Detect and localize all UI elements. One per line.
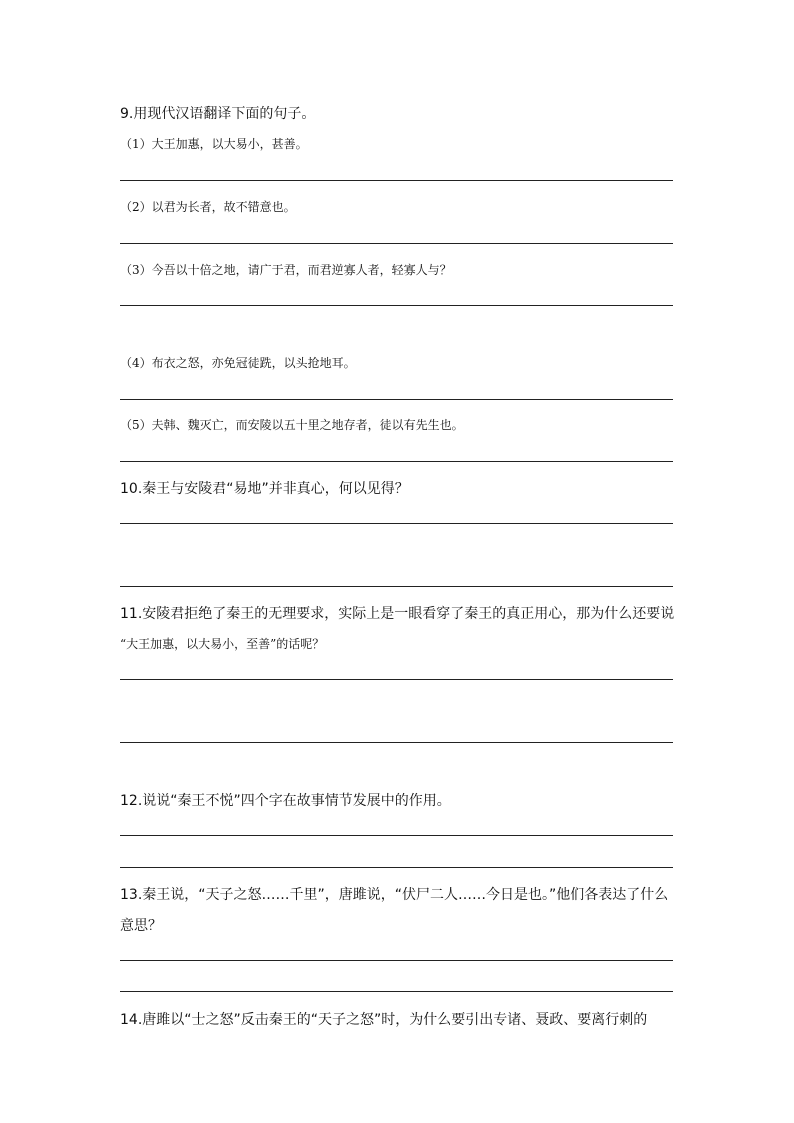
answer-line <box>120 679 673 680</box>
answer-line <box>120 742 673 743</box>
question-9-item-5: （5）夫韩、魏灭亡，而安陵以五十里之地存者，徒以有先生也。 <box>120 418 464 432</box>
answer-line <box>120 461 673 462</box>
answer-line <box>120 243 673 244</box>
answer-line <box>120 960 673 961</box>
question-12-title: 12.说说“秦王不悦”四个字在故事情节发展中的作用。 <box>120 793 451 809</box>
question-11-line-2: “大王加惠，以大易小，至善”的话呢？ <box>120 637 325 651</box>
question-10-title: 10.秦王与安陵君“易地”并非真心，何以见得？ <box>120 481 409 497</box>
answer-line <box>120 991 673 992</box>
question-9-item-1: （1）大王加惠，以大易小，甚善。 <box>120 137 308 151</box>
answer-line <box>120 523 673 524</box>
question-9-title: 9.用现代汉语翻译下面的句子。 <box>120 106 316 122</box>
question-13-line-2: 意思？ <box>120 918 162 934</box>
answer-line <box>120 305 673 306</box>
question-9-item-3: （3）今吾以十倍之地，请广于君，而君逆寡人者，轻寡人与？ <box>120 263 452 277</box>
answer-line <box>120 867 673 868</box>
question-14-line-1: 14.唐雎以“士之怒”反击秦王的“天子之怒”时，为什么要引出专诸、聂政、要离行刺的 <box>120 1012 648 1028</box>
answer-line <box>120 835 673 836</box>
answer-line <box>120 586 673 587</box>
question-13-line-1: 13.秦王说，“天子之怒……千里”，唐雎说，“伏尸二人……今日是也。”他们各表达了什么 <box>120 887 669 903</box>
answer-line <box>120 180 673 181</box>
question-9-item-4: （4）布衣之怒，亦免冠徒跣，以头抢地耳。 <box>120 356 356 370</box>
question-11-line-1: 11.安陵君拒绝了秦王的无理要求，实际上是一眼看穿了秦王的真正用心，那为什么还要说 <box>120 606 675 622</box>
answer-line <box>120 399 673 400</box>
question-9-item-2: （2）以君为长者，故不错意也。 <box>120 200 296 214</box>
